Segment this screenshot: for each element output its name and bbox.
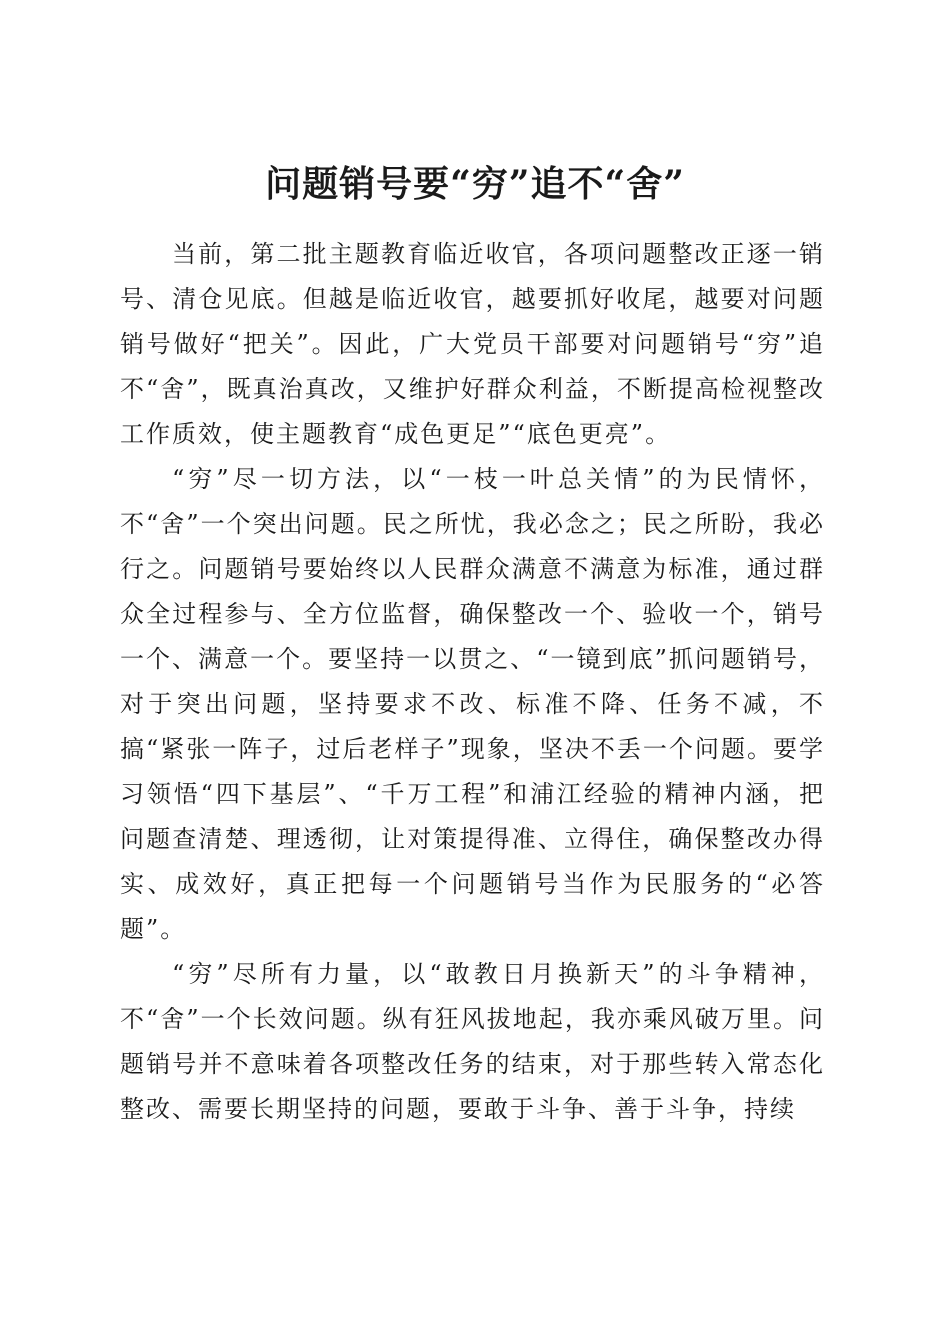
document-title: 问题销号要“穷”追不“舍”: [265, 163, 685, 206]
paragraph-2: “穷”尽一切方法，以“一枝一叶总关情”的为民情怀，不“舍”一个突出问题。民之所忧，我必念之；民之所盼，我必行之。问题销号要始终以人民群众满意不满意为标准，通过群众全过程参与、全方位监督，确保整改一个、验收一个，销号一个、满意一个。要坚持一以贯之、“一镜到底”抓问题销号，对于突出问题，坚持要求不改、标准不降、任务不减，不搞“紧张一阵子，过后老样子”现象，坚决不丢一个问题。要学习领悟“四下基层”、“千万工程”和浦江经验的精神内涵，把问题查清楚、理透彻，让对策提得准、立得住，确保整改办得实、成效好，真正把每一个问题销号当作为民服务的“必答题”。: [120, 465, 825, 943]
paragraph-3: “穷”尽所有力量，以“敢教日月换新天”的斗争精神，不“舍”一个长效问题。纵有狂风拔地起，我亦乘风破万里。问题销号并不意味着各项整改任务的结束，对于那些转入常态化整改、需要长期坚持的问题，要敢于斗争、善于斗争，持续: [120, 960, 825, 1123]
document-body: [120, 232, 825, 1132]
paragraph-1: 当前，第二批主题教育临近收官，各项问题整改正逐一销号、清仓见底。但越是临近收官，越要抓好收尾，越要对问题销号做好“把关”。因此，广大党员干部要对问题销号“穷”追不“舍”，既真治真改，又维护好群众利益，不断提高检视整改工作质效，使主题教育“成色更足”“底色更亮”。: [120, 240, 825, 448]
